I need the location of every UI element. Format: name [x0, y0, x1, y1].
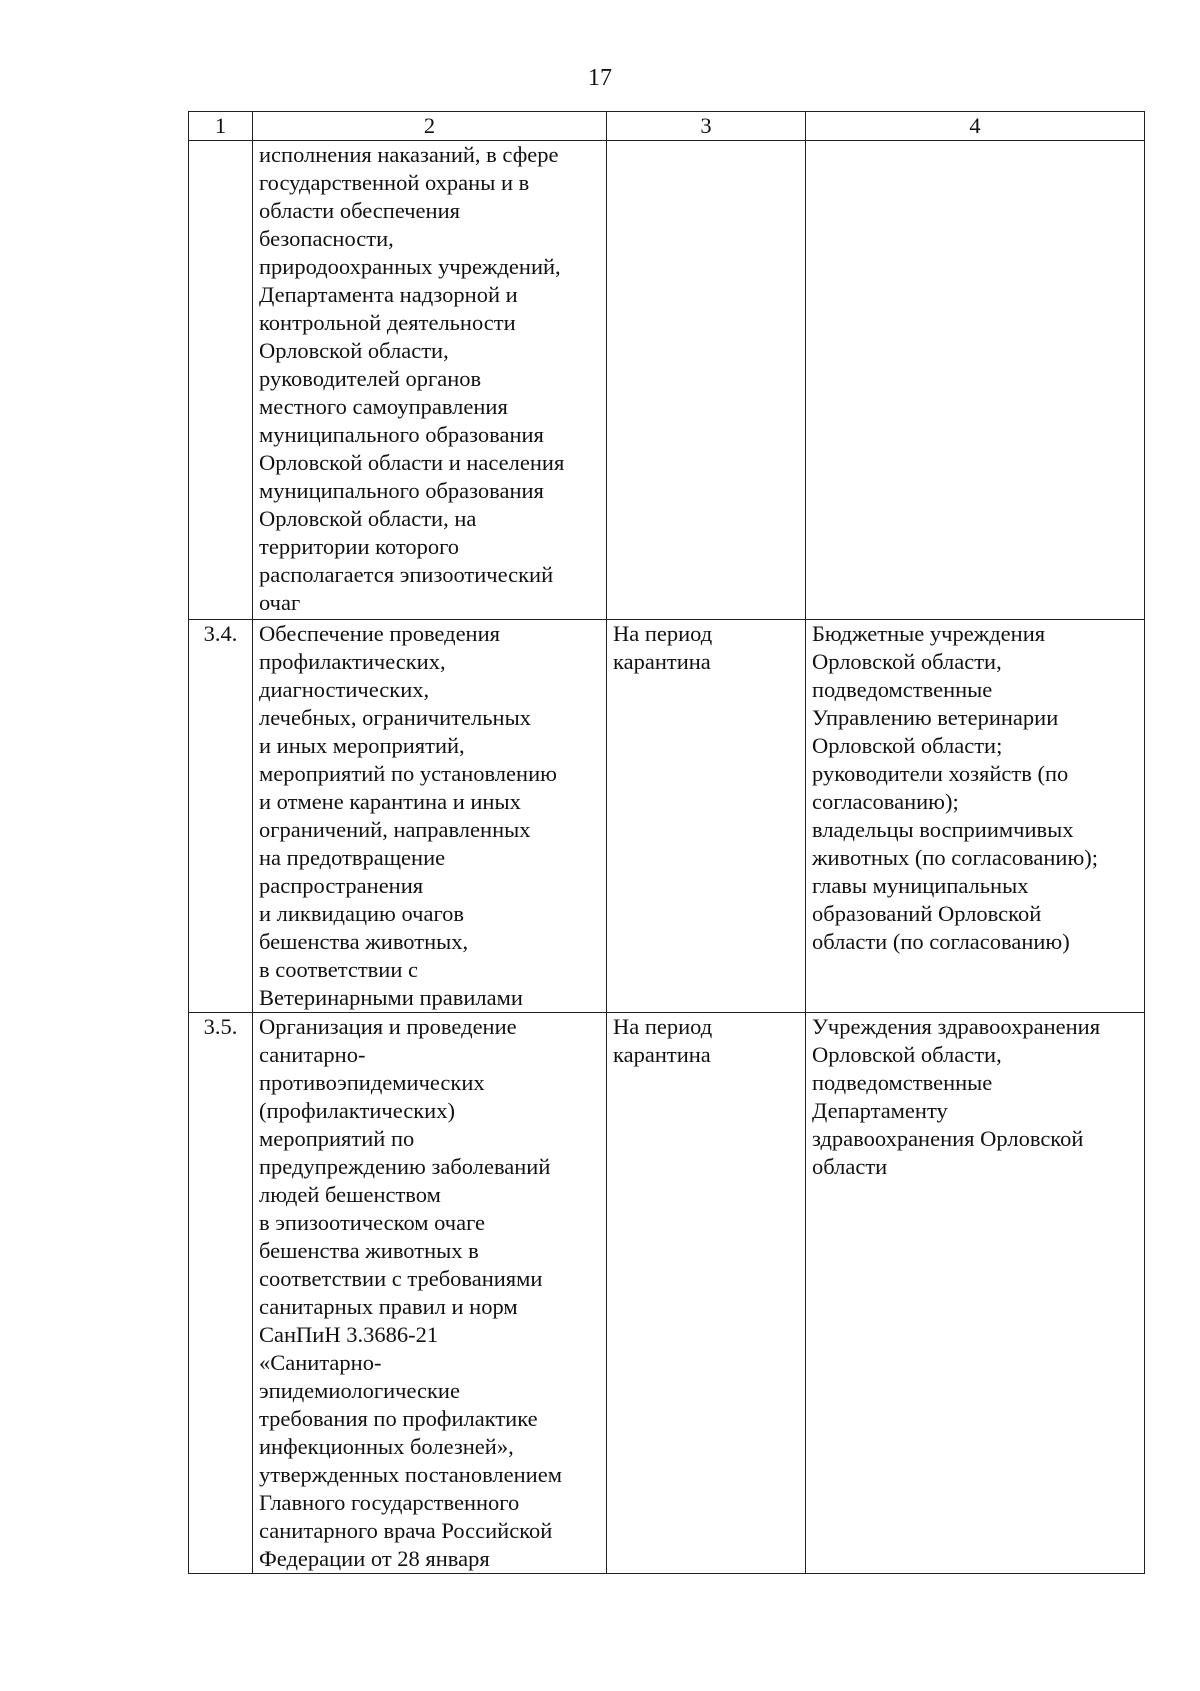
- text-line: (профилактических): [259, 1098, 455, 1123]
- text-line: Федерации от 28 января: [259, 1546, 490, 1571]
- measures-table: [188, 111, 1145, 1574]
- text-line: и ликвидацию очагов: [259, 901, 464, 926]
- header-cell-3: 3: [607, 112, 806, 141]
- text-line: санитарных правил и норм: [259, 1294, 518, 1319]
- header-cell-4: 4: [806, 112, 1145, 141]
- row-number-cell: [189, 141, 253, 620]
- text-line: ограничений, направленных: [259, 817, 531, 842]
- table-header-row: [189, 112, 1145, 141]
- text-line: государственной охраны и в: [259, 170, 530, 195]
- text-line: карантина: [613, 1042, 711, 1067]
- text-line: лечебных, ограничительных: [259, 705, 531, 730]
- text-line: области: [812, 1154, 888, 1179]
- text-line: Орловской области,: [259, 338, 449, 363]
- text-line: профилактических,: [259, 649, 446, 674]
- text-line: Ветеринарными правилами: [259, 985, 523, 1010]
- text-line: очаг: [259, 590, 301, 615]
- text-line: мероприятий по установлению: [259, 761, 557, 786]
- text-line: природоохранных учреждений,: [259, 254, 561, 279]
- row-number-cell: 3.5.: [189, 1013, 253, 1574]
- table-row: [189, 141, 1145, 620]
- row-number-cell: 3.4.: [189, 620, 253, 1013]
- text-line: карантина: [613, 649, 711, 674]
- text-line: Орловской области и населения: [259, 450, 565, 475]
- text-line: на предотвращение: [259, 845, 446, 870]
- text-line: Организация и проведение: [259, 1014, 517, 1039]
- text-line: бешенства животных в: [259, 1238, 479, 1263]
- responsible-cell: [806, 620, 1145, 1013]
- measure-cell: [253, 620, 607, 1013]
- text-line: подведомственные: [812, 1070, 993, 1095]
- text-line: Орловской области,: [812, 649, 1002, 674]
- text-line: распространения: [259, 873, 424, 898]
- text-line: требования по профилактике: [259, 1406, 538, 1431]
- table-row: [189, 620, 1145, 1013]
- text-line: инфекционных болезней»,: [259, 1434, 514, 1459]
- text-line: бешенства животных,: [259, 929, 469, 954]
- text-line: области обеспечения: [259, 198, 460, 223]
- text-line: эпидемиологические: [259, 1378, 460, 1403]
- text-line: Управлению ветеринарии: [812, 705, 1059, 730]
- measure-cell: [253, 1013, 607, 1574]
- text-line: руководителей органов: [259, 366, 482, 391]
- text-line: На период: [613, 621, 713, 646]
- responsible-cell: [806, 141, 1145, 620]
- text-line: людей бешенством: [259, 1182, 441, 1207]
- page-number: 17: [588, 65, 612, 91]
- text-line: Департаменту: [812, 1098, 948, 1123]
- period-cell: [607, 1013, 806, 1574]
- period-cell: [607, 141, 806, 620]
- text-line: главы муниципальных: [812, 873, 1029, 898]
- text-line: исполнения наказаний, в сфере: [259, 142, 559, 167]
- text-line: муниципального образования: [259, 422, 544, 447]
- text-line: муниципального образования: [259, 478, 544, 503]
- text-line: мероприятий по: [259, 1126, 415, 1151]
- text-line: и отмене карантина и иных: [259, 789, 521, 814]
- text-line: в эпизоотическом очаге: [259, 1210, 486, 1235]
- text-line: животных (по согласованию);: [812, 845, 1099, 870]
- table-row: [189, 1013, 1145, 1574]
- text-line: Учреждения здравоохранения: [812, 1014, 1101, 1039]
- text-line: Орловской области, на: [259, 506, 477, 531]
- text-line: соответствии с требованиями: [259, 1266, 543, 1291]
- text-line: санитарно-: [259, 1042, 366, 1067]
- text-line: диагностических,: [259, 677, 430, 702]
- responsible-cell: [806, 1013, 1145, 1574]
- text-line: Главного государственного: [259, 1490, 520, 1515]
- text-line: Бюджетные учреждения: [812, 621, 1046, 646]
- text-line: СанПиН 3.3686-21: [259, 1322, 439, 1347]
- text-line: «Санитарно-: [259, 1350, 382, 1375]
- text-line: контрольной деятельности: [259, 310, 516, 335]
- text-line: области (по согласованию): [812, 929, 1070, 954]
- text-line: Департамента надзорной и: [259, 282, 518, 307]
- text-line: согласованию);: [812, 789, 959, 814]
- text-line: территории которого: [259, 534, 460, 559]
- header-cell-1: 1: [189, 112, 253, 141]
- text-line: Обеспечение проведения: [259, 621, 500, 646]
- text-line: и иных мероприятий,: [259, 733, 465, 758]
- text-line: Орловской области;: [812, 733, 1003, 758]
- text-line: местного самоуправления: [259, 394, 508, 419]
- header-cell-2: 2: [253, 112, 607, 141]
- text-line: санитарного врача Российской: [259, 1518, 553, 1543]
- text-line: На период: [613, 1014, 713, 1039]
- text-line: руководители хозяйств (по: [812, 761, 1069, 786]
- text-line: подведомственные: [812, 677, 993, 702]
- text-line: здравоохранения Орловской: [812, 1126, 1084, 1151]
- text-line: предупреждению заболеваний: [259, 1154, 551, 1179]
- text-line: безопасности,: [259, 226, 394, 251]
- measure-cell: [253, 141, 607, 620]
- text-line: Орловской области,: [812, 1042, 1002, 1067]
- period-cell: [607, 620, 806, 1013]
- text-line: в соответствии с: [259, 957, 418, 982]
- text-line: располагается эпизоотический: [259, 562, 554, 587]
- text-line: владельцы восприимчивых: [812, 817, 1074, 842]
- text-line: образований Орловской: [812, 901, 1042, 926]
- text-line: противоэпидемических: [259, 1070, 485, 1095]
- text-line: утвержденных постановлением: [259, 1462, 562, 1487]
